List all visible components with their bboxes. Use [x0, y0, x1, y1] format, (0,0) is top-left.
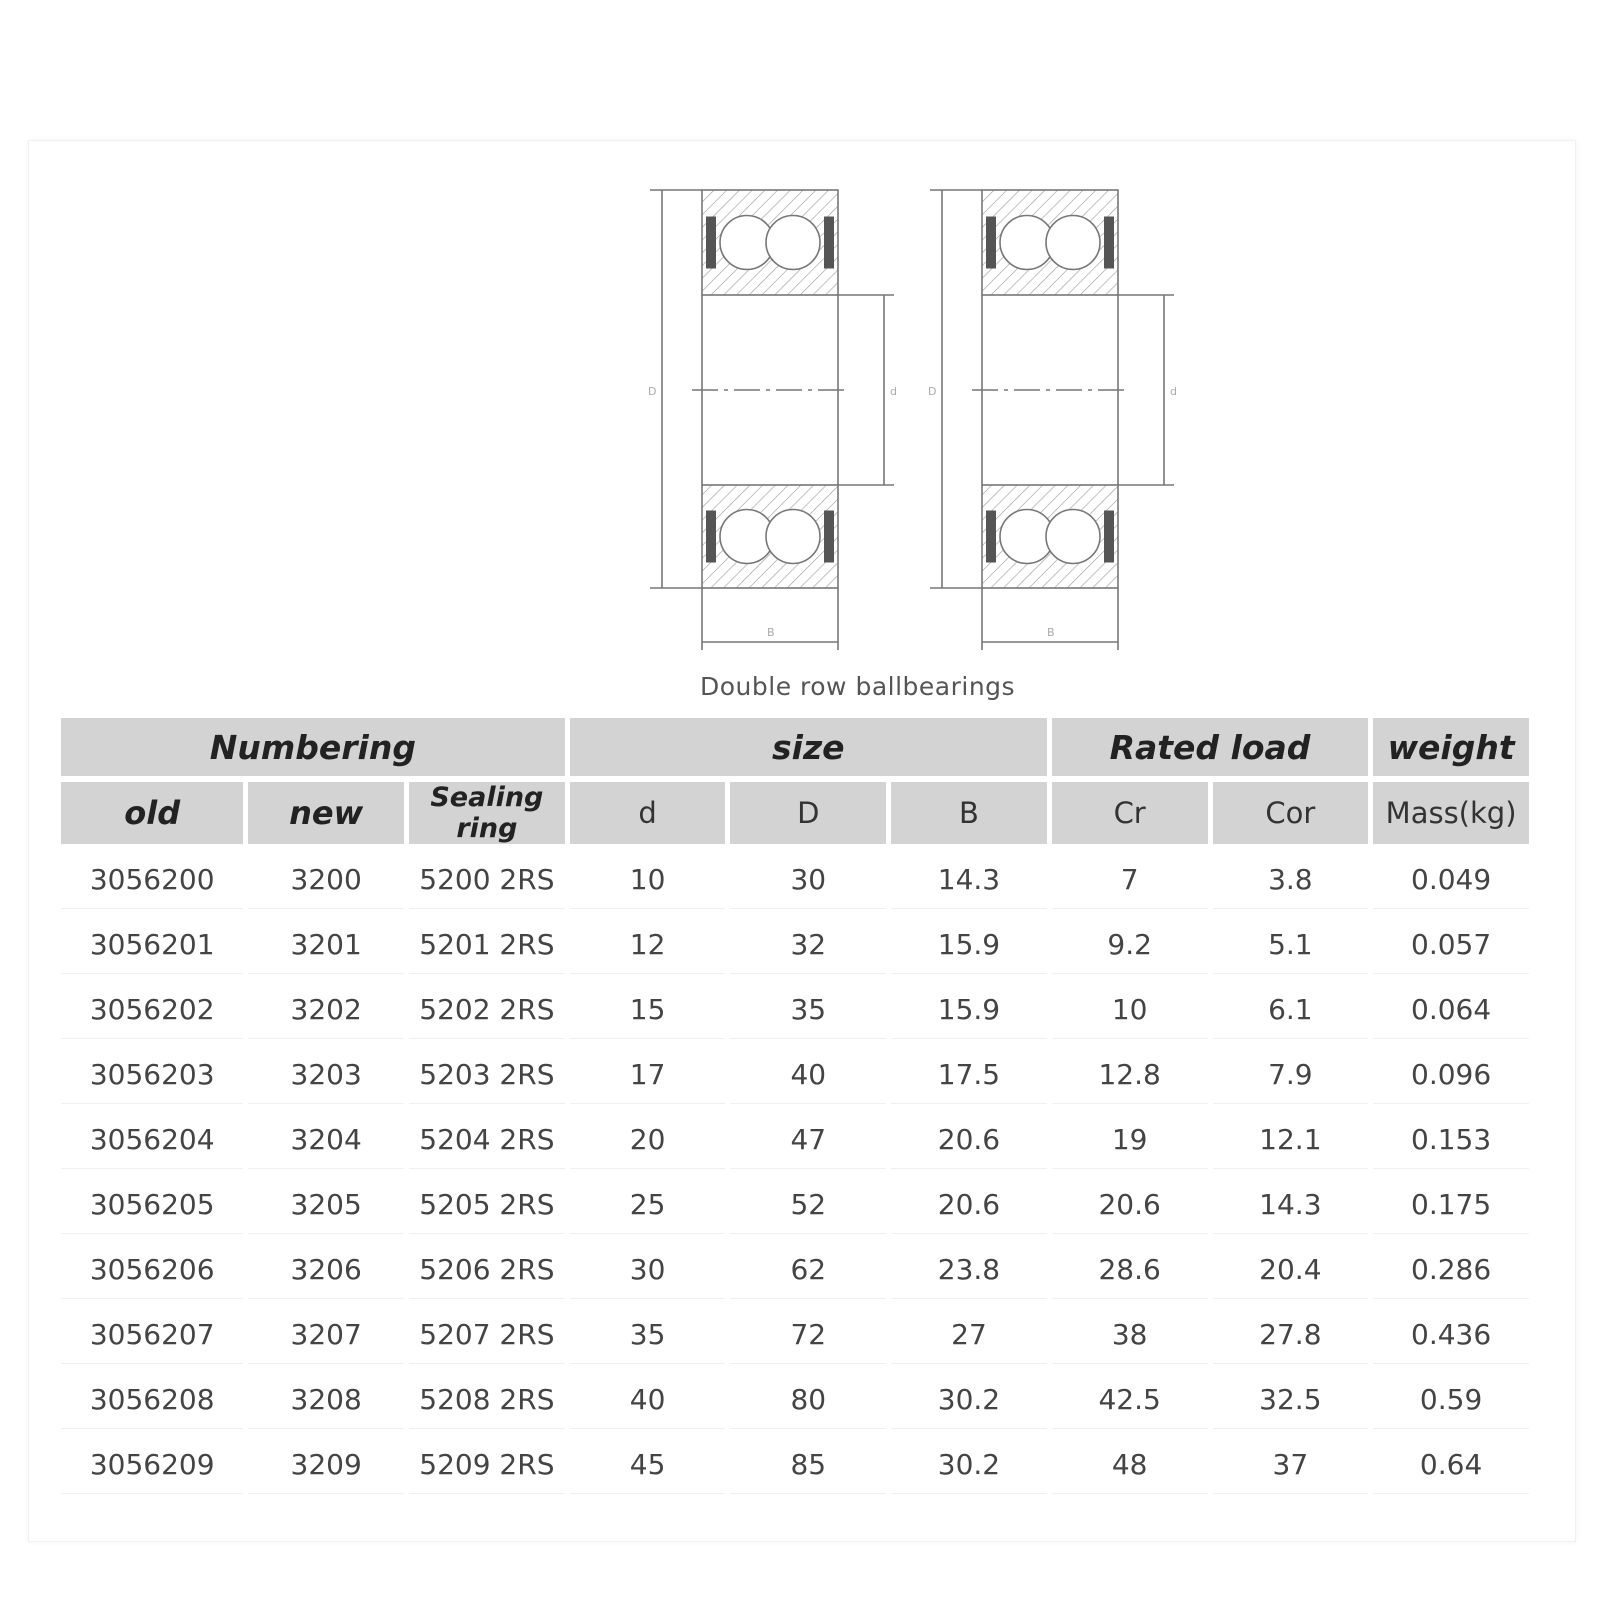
cell-sealing-ring: 5201 2RS	[409, 915, 565, 974]
cell-outer-diameter-D: 85	[730, 1435, 886, 1494]
table-body	[61, 850, 1529, 1494]
cell-bore-d: 20	[570, 1110, 726, 1169]
column-header-new: new	[248, 782, 404, 844]
table-row	[61, 1110, 1529, 1169]
table-row	[61, 1045, 1529, 1104]
dim-label-D: D	[648, 385, 657, 398]
cell-sealing-ring: 5200 2RS	[409, 850, 565, 909]
cell-bore-d: 35	[570, 1305, 726, 1364]
cell-bore-d: 17	[570, 1045, 726, 1104]
cell-old-number: 3056201	[61, 915, 243, 974]
cell-sealing-ring: 5204 2RS	[409, 1110, 565, 1169]
cell-rated-load-cr: 10	[1052, 980, 1208, 1039]
cell-width-B: 30.2	[891, 1370, 1047, 1429]
group-header-weight: weight	[1373, 718, 1529, 776]
cell-sealing-ring: 5203 2RS	[409, 1045, 565, 1104]
group-header-row	[61, 718, 1529, 776]
cell-width-B: 27	[891, 1305, 1047, 1364]
dim-label-d: d	[890, 385, 897, 398]
cell-rated-load-cr: 9.2	[1052, 915, 1208, 974]
cell-new-number: 3202	[248, 980, 404, 1039]
cell-sealing-ring: 5205 2RS	[409, 1175, 565, 1234]
cell-mass-kg: 0.064	[1373, 980, 1529, 1039]
cell-rated-load-cr: 42.5	[1052, 1370, 1208, 1429]
cell-old-number: 3056209	[61, 1435, 243, 1494]
cell-width-B: 20.6	[891, 1175, 1047, 1234]
table-row	[61, 1370, 1529, 1429]
cell-rated-load-cor: 37	[1213, 1435, 1369, 1494]
cell-sealing-ring: 5208 2RS	[409, 1370, 565, 1429]
cell-rated-load-cor: 5.1	[1213, 915, 1369, 974]
cell-rated-load-cor: 20.4	[1213, 1240, 1369, 1299]
cell-mass-kg: 0.049	[1373, 850, 1529, 909]
table-row	[61, 1175, 1529, 1234]
dim-label-B: B	[1047, 626, 1055, 639]
cell-width-B: 15.9	[891, 980, 1047, 1039]
cell-outer-diameter-D: 40	[730, 1045, 886, 1104]
dim-label-B: B	[767, 626, 775, 639]
cell-bore-d: 40	[570, 1370, 726, 1429]
cell-outer-diameter-D: 30	[730, 850, 886, 909]
cell-new-number: 3209	[248, 1435, 404, 1494]
cell-width-B: 23.8	[891, 1240, 1047, 1299]
group-header-size: size	[570, 718, 1047, 776]
cell-old-number: 3056200	[61, 850, 243, 909]
bearing-spec-table	[56, 712, 1534, 1500]
column-header-d: d	[570, 782, 726, 844]
cell-width-B: 15.9	[891, 915, 1047, 974]
cell-rated-load-cor: 14.3	[1213, 1175, 1369, 1234]
cell-outer-diameter-D: 52	[730, 1175, 886, 1234]
cell-old-number: 3056202	[61, 980, 243, 1039]
cell-old-number: 3056207	[61, 1305, 243, 1364]
cell-rated-load-cr: 12.8	[1052, 1045, 1208, 1104]
column-header-cor: Cor	[1213, 782, 1369, 844]
cell-rated-load-cr: 19	[1052, 1110, 1208, 1169]
cell-outer-diameter-D: 35	[730, 980, 886, 1039]
table-row	[61, 1305, 1529, 1364]
cell-sealing-ring: 5202 2RS	[409, 980, 565, 1039]
cell-new-number: 3205	[248, 1175, 404, 1234]
table-row	[61, 850, 1529, 909]
cell-rated-load-cr: 38	[1052, 1305, 1208, 1364]
cell-sealing-ring: 5206 2RS	[409, 1240, 565, 1299]
cell-old-number: 3056204	[61, 1110, 243, 1169]
diagram-caption: Double row ballbearings	[700, 672, 1016, 701]
cell-new-number: 3207	[248, 1305, 404, 1364]
cell-new-number: 3206	[248, 1240, 404, 1299]
cell-mass-kg: 0.436	[1373, 1305, 1529, 1364]
cell-mass-kg: 0.175	[1373, 1175, 1529, 1234]
cell-rated-load-cor: 7.9	[1213, 1045, 1369, 1104]
cell-bore-d: 45	[570, 1435, 726, 1494]
cell-bore-d: 15	[570, 980, 726, 1039]
cell-outer-diameter-D: 80	[730, 1370, 886, 1429]
table-row	[61, 980, 1529, 1039]
cell-width-B: 14.3	[891, 850, 1047, 909]
cell-rated-load-cor: 12.1	[1213, 1110, 1369, 1169]
cell-width-B: 17.5	[891, 1045, 1047, 1104]
column-header-D: D	[730, 782, 886, 844]
bearing-diagram	[0, 0, 1600, 700]
cell-mass-kg: 0.64	[1373, 1435, 1529, 1494]
cell-rated-load-cor: 3.8	[1213, 850, 1369, 909]
cell-sealing-ring: 5209 2RS	[409, 1435, 565, 1494]
cell-new-number: 3200	[248, 850, 404, 909]
cell-mass-kg: 0.153	[1373, 1110, 1529, 1169]
table-row	[61, 1435, 1529, 1494]
cell-mass-kg: 0.057	[1373, 915, 1529, 974]
column-header-old: old	[61, 782, 243, 844]
cell-new-number: 3208	[248, 1370, 404, 1429]
cell-mass-kg: 0.096	[1373, 1045, 1529, 1104]
cell-width-B: 30.2	[891, 1435, 1047, 1494]
cell-width-B: 20.6	[891, 1110, 1047, 1169]
table-row	[61, 1240, 1529, 1299]
cell-rated-load-cor: 6.1	[1213, 980, 1369, 1039]
cell-rated-load-cor: 27.8	[1213, 1305, 1369, 1364]
cell-rated-load-cr: 20.6	[1052, 1175, 1208, 1234]
cell-bore-d: 25	[570, 1175, 726, 1234]
table-row	[61, 915, 1529, 974]
group-header-numbering: Numbering	[61, 718, 565, 776]
cell-rated-load-cr: 28.6	[1052, 1240, 1208, 1299]
cell-rated-load-cor: 32.5	[1213, 1370, 1369, 1429]
column-header-B: B	[891, 782, 1047, 844]
cell-sealing-ring: 5207 2RS	[409, 1305, 565, 1364]
cell-bore-d: 12	[570, 915, 726, 974]
cell-rated-load-cr: 7	[1052, 850, 1208, 909]
column-header-cr: Cr	[1052, 782, 1208, 844]
cell-old-number: 3056208	[61, 1370, 243, 1429]
cell-new-number: 3201	[248, 915, 404, 974]
cell-outer-diameter-D: 47	[730, 1110, 886, 1169]
cell-outer-diameter-D: 62	[730, 1240, 886, 1299]
column-header-mass: Mass(kg)	[1373, 782, 1529, 844]
cell-mass-kg: 0.286	[1373, 1240, 1529, 1299]
cell-old-number: 3056205	[61, 1175, 243, 1234]
cell-rated-load-cr: 48	[1052, 1435, 1208, 1494]
cell-new-number: 3203	[248, 1045, 404, 1104]
cell-mass-kg: 0.59	[1373, 1370, 1529, 1429]
cell-outer-diameter-D: 32	[730, 915, 886, 974]
column-header-row	[61, 782, 1529, 844]
dim-label-d: d	[1170, 385, 1177, 398]
cell-old-number: 3056203	[61, 1045, 243, 1104]
cell-old-number: 3056206	[61, 1240, 243, 1299]
cell-outer-diameter-D: 72	[730, 1305, 886, 1364]
column-header-sealing-ring: Sealing ring	[409, 782, 565, 844]
cell-bore-d: 10	[570, 850, 726, 909]
cell-bore-d: 30	[570, 1240, 726, 1299]
dim-label-D: D	[928, 385, 937, 398]
cell-new-number: 3204	[248, 1110, 404, 1169]
bearing-section-right	[928, 190, 1177, 650]
bearing-section-left	[648, 190, 897, 650]
group-header-rated-load: Rated load	[1052, 718, 1368, 776]
